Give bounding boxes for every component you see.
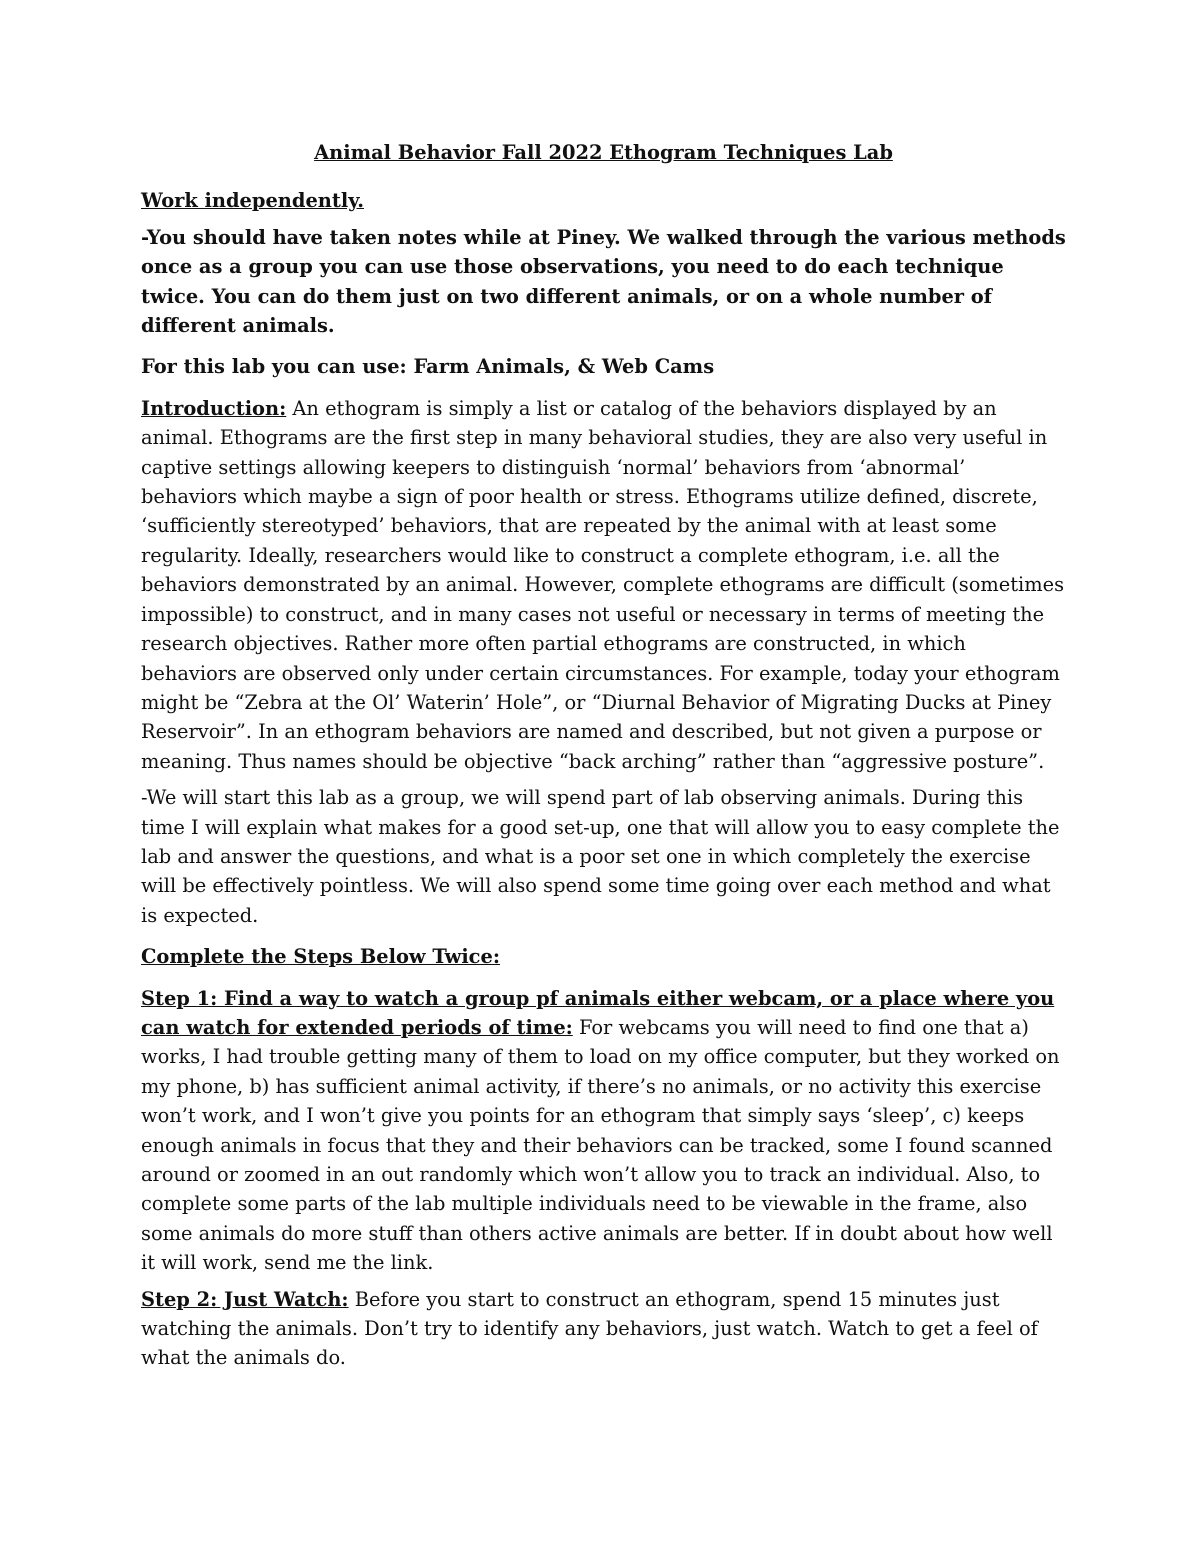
steps-heading: Complete the Steps Below Twice: (141, 945, 500, 969)
step1-heading: Step 1: Find a way to watch a group pf animals either webcam, or a place where you can watch for extended periods of time: (141, 986, 1055, 1039)
group-paragraph: -We will start this lab as a group, we will spend part of lab observing animals. During this time I will explain what makes for a good set-up, one that will allow you to easy complete the lab and answer the questions, and what is a poor set one in which completely the exercise will be effectively pointless. We will also spend some time going over each method and what is expected. (141, 786, 1060, 927)
document-title: Animal Behavior Fall 2022 Ethogram Techniques Lab (314, 141, 893, 164)
step1-paragraph (141, 984, 1066, 1278)
work-independently-heading: Work independently. (141, 189, 364, 213)
step2-paragraph (141, 1285, 1066, 1373)
introduction-body: An ethogram is simply a list or catalog of the behaviors displayed by an animal. Ethograms are the first step in many behavioral studies, they are also very useful in captive settings allowing keepers to distinguish ‘normal’ behaviors from ‘abnormal’ behaviors which maybe a sign of poor health or stress. Ethograms utilize defined, discrete, ‘sufficiently stereotyped’ behaviors, that are repeated by the animal with at least some regularity. Ideally, researchers would like to construct a complete ethogram, i.e. all the behaviors demonstrated by an animal. However, complete ethograms are difficult (sometimes impossible) to construct, and in many cases not useful or necessary in terms of meeting the research objectives. Rather more often partial ethograms are constructed, in which behaviors are observed only under certain circumstances. For example, today your ethogram might be “Zebra at the Ol’ Waterin’ Hole”, or “Diurnal Behavior of Migrating Ducks at Piney Reservoir”. In an ethogram behaviors are named and described, but not given a purpose or meaning. Thus names should be objective “back arching” rather than “aggressive posture”. (141, 396, 1065, 773)
document-page (141, 138, 1066, 1380)
step2-body: Before you start to construct an ethogram, spend 15 minutes just watching the animals. Don’t try to identify any behaviors, just watch. Watch to get a feel of what the animals do. (141, 1287, 1038, 1370)
use-line: For this lab you can use: Farm Animals, & Web Cams (141, 355, 715, 379)
step1-body: For webcams you will need to find one that a) works, I had trouble getting many of them to load on my office computer, but they worked on my phone, b) has sufficient animal activity, if there’s no animals, or no activity this exercise won’t work, and I won’t give you points for an ethogram that simply says ‘sleep’, c) keeps enough animals in focus that they and their behaviors can be tracked, some I found scanned around or zoomed in an out randomly which won’t allow you to track an individual. Also, to complete some parts of the lab multiple individuals need to be viewable in the frame, also some animals do more stuff than others active animals are better. If in doubt about how well it will work, send me the link. (141, 1015, 1060, 1275)
step2-heading: Step 2: Just Watch: (141, 1287, 349, 1311)
introduction-paragraph (141, 394, 1066, 776)
introduction-heading: Introduction: (141, 396, 287, 420)
notes-paragraph: -You should have taken notes while at Piney. We walked through the various methods once as a group you can use those observations, you need to do each technique twice. You can do them just on two different animals, or on a whole number of different animals. (141, 225, 1066, 338)
